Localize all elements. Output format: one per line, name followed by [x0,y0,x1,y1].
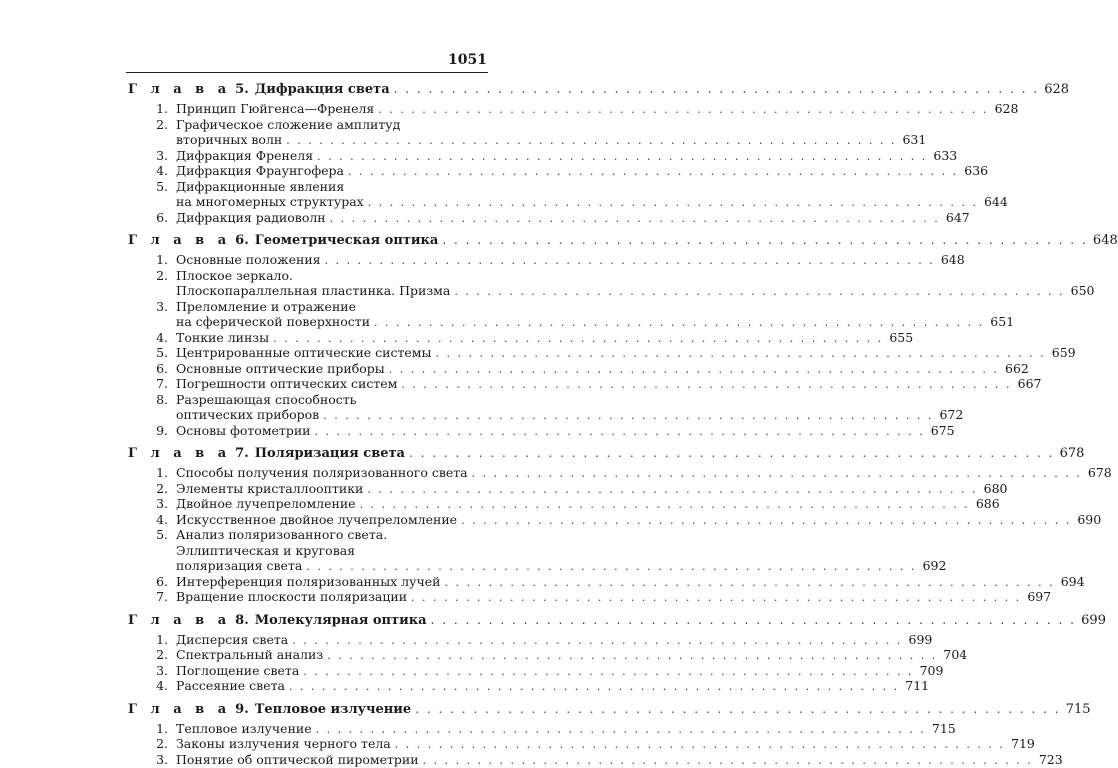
chapter-title: Геометрическая оптика [255,233,439,248]
section-page: 690 [1075,512,1101,528]
section-number: 6. [128,210,176,226]
chapter-heading [128,609,488,632]
section-entry [128,330,488,346]
section-number: 1. [128,101,176,117]
section-entry [128,512,488,528]
section-page: 678 [1086,465,1112,481]
section-line [176,496,1000,512]
section-entry [128,210,488,226]
section-number: 6. [128,361,176,377]
section-number: 2. [128,736,176,752]
section-title: Вращение плоскости поляризации [176,589,407,605]
section-line [176,543,946,559]
section-title: Плоскопараллельная пластинка. Призма [176,283,450,299]
dot-leader [411,590,1021,606]
section-entry [128,117,488,148]
section-title: Эллиптическая и круговая [176,543,355,559]
section-body [176,481,1008,497]
chapter-head [128,78,390,101]
section-title: Дисперсия света [176,632,288,648]
section-title: Тепловое излучение [176,721,312,737]
section-entry [128,736,488,752]
chapter-heading [128,698,488,721]
section-entry [128,148,488,164]
section-line [176,345,1076,361]
section-line [176,574,1085,590]
dot-leader [360,497,970,513]
chapter-label: Г л а в а [128,233,231,248]
section-title: оптических приборов [176,407,319,423]
section-page: 672 [937,407,963,423]
section-title: Дифракционные явления [176,179,344,195]
section-title: Принцип Гюйгенса—Френеля [176,101,374,117]
section-number: 5. [128,345,176,361]
section-page: 655 [887,330,913,346]
dot-leader [389,362,999,378]
section-body [176,392,963,423]
section-page: 675 [929,423,955,439]
section-line [176,647,967,663]
section-line [176,283,1094,299]
section-page: 648 [939,252,965,268]
section-page: 659 [1050,345,1076,361]
section-body [176,721,956,737]
section-line [176,376,1042,392]
section-number: 4. [128,330,176,346]
section-page: 719 [1009,736,1035,752]
section-number: 4. [128,678,176,694]
dot-leader [273,331,883,347]
section-title: Дифракция Френеля [176,148,313,164]
section-entry [128,392,488,423]
section-number: 2. [128,268,176,299]
chapter-title: Молекулярная оптика [255,613,427,628]
section-page: 644 [982,194,1008,210]
section-page: 667 [1016,376,1042,392]
section-page: 694 [1059,574,1085,590]
dot-leader [306,559,916,575]
section-title: Погрешности оптических систем [176,376,397,392]
dot-leader [289,679,899,695]
section-title: Искусственное двойное лучепреломление [176,512,457,528]
chapter-title: Тепловое излучение [255,702,411,717]
section-title: Дифракция радиоволн [176,210,326,226]
section-title: Анализ поляризованного света. [176,527,387,543]
section-title: Основные положения [176,252,321,268]
chapter-number: 9. [231,702,249,717]
section-body [176,330,913,346]
section-line [176,179,1008,195]
section-number: 5. [128,527,176,574]
section-entry [128,721,488,737]
section-body [176,647,967,663]
section-entry [128,345,488,361]
dot-leader [317,149,927,165]
section-title: Двойное лучепреломление [176,496,356,512]
dot-leader [442,229,1087,252]
section-line [176,752,1063,768]
dot-leader [325,253,935,269]
section-line [176,132,926,148]
section-line [176,632,932,648]
section-body [176,574,1085,590]
section-body [176,268,1094,299]
section-body [176,101,1018,117]
section-title: Интерференция поляризованных лучей [176,574,440,590]
section-title: Дифракция Фраунгофера [176,163,344,179]
section-body [176,179,1008,210]
chapter-page: 628 [1043,78,1069,101]
dot-leader [374,315,984,331]
chapter-page: 699 [1080,609,1106,632]
section-entry [128,481,488,497]
dot-leader [472,466,1082,482]
chapter-heading [128,78,488,101]
section-number: 2. [128,481,176,497]
section-entry [128,678,488,694]
section-line [176,299,1014,315]
section-entry [128,252,488,268]
chapter-head [128,229,438,252]
dot-leader [315,424,925,440]
section-title: Основы фотометрии [176,423,311,439]
chapter-head [128,442,405,465]
section-title: Центрированные оптические системы [176,345,431,361]
section-body [176,345,1076,361]
section-entry [128,752,488,768]
section-page: 709 [917,663,943,679]
section-title: Способы получения поляризованного света [176,465,468,481]
section-number: 3. [128,496,176,512]
section-body [176,632,932,648]
section-body [176,663,943,679]
section-body [176,589,1051,605]
section-page: 650 [1068,283,1094,299]
section-page: 686 [974,496,1000,512]
section-entry [128,101,488,117]
section-number: 3. [128,752,176,768]
section-title: поляризация света [176,558,302,574]
section-body [176,252,965,268]
section-title: Основные оптические приборы [176,361,385,377]
section-body [176,512,1101,528]
chapter-head [128,698,411,721]
section-page: 699 [906,632,932,648]
section-body [176,299,1014,330]
section-line [176,210,970,226]
section-entry [128,647,488,663]
chapter-page: 648 [1092,229,1118,252]
chapter-number: 5. [231,82,249,97]
section-line [176,163,988,179]
section-title: Преломление и отражение [176,299,356,315]
dot-leader [394,78,1039,101]
section-entry [128,527,488,574]
section-line [176,314,1014,330]
section-entry [128,496,488,512]
section-title: Понятие об оптической пирометрии [176,752,419,768]
dot-leader [348,164,958,180]
section-title: Законы излучения черного тела [176,736,391,752]
section-body [176,527,946,574]
section-entry [128,465,488,481]
section-entry [128,574,488,590]
section-page: 692 [920,558,946,574]
section-number: 8. [128,392,176,423]
section-title: Графическое сложение амплитуд [176,117,400,133]
section-title: Рассеяние света [176,678,285,694]
dot-leader [415,698,1060,721]
dot-leader [323,408,933,424]
section-line [176,558,946,574]
table-of-contents [128,78,488,767]
section-title: Элементы кристаллооптики [176,481,363,497]
section-number: 2. [128,647,176,663]
page-number: 1051 [431,52,487,68]
section-entry [128,423,488,439]
section-page: 633 [931,148,957,164]
section-page: 704 [941,647,967,663]
section-page: 647 [944,210,970,226]
section-entry [128,632,488,648]
chapter-page: 715 [1065,698,1091,721]
chapter-number: 7. [231,446,249,461]
section-entry [128,163,488,179]
section-number: 3. [128,663,176,679]
section-page: 723 [1037,752,1063,768]
section-title: вторичных волн [176,132,282,148]
section-line [176,663,943,679]
section-page: 636 [962,163,988,179]
section-entry [128,376,488,392]
section-body [176,752,1063,768]
section-line [176,465,1112,481]
section-number: 7. [128,376,176,392]
section-number: 3. [128,299,176,330]
section-entry [128,179,488,210]
section-title: Поглощение света [176,663,299,679]
chapter-heading [128,442,488,465]
section-number: 1. [128,632,176,648]
section-title: Тонкие линзы [176,330,269,346]
section-entry [128,268,488,299]
section-line [176,678,929,694]
section-entry [128,299,488,330]
section-line [176,423,955,439]
section-number: 4. [128,512,176,528]
section-title: Спектральный анализ [176,647,323,663]
section-body [176,163,988,179]
section-line [176,512,1101,528]
section-title: Плоское зеркало. [176,268,293,284]
section-title: Разрешающая способность [176,392,356,408]
section-body [176,423,955,439]
section-title: на многомерных структурах [176,194,364,210]
section-body [176,117,926,148]
chapter-head [128,609,427,632]
section-line [176,268,1094,284]
section-page: 631 [900,132,926,148]
section-line [176,361,1029,377]
section-number: 1. [128,721,176,737]
section-line [176,194,1008,210]
chapter-title: Поляризация света [255,446,405,461]
section-entry [128,361,488,377]
header-rule [126,72,488,73]
section-line [176,736,1035,752]
section-body [176,736,1035,752]
dot-leader [330,211,940,227]
dot-leader [454,284,1064,300]
section-number: 3. [128,148,176,164]
section-body [176,210,970,226]
section-page: 651 [988,314,1014,330]
dot-leader [395,737,1005,753]
section-number: 7. [128,589,176,605]
section-number: 5. [128,179,176,210]
section-line [176,407,963,423]
chapter-heading [128,229,488,252]
chapter-title: Дифракция света [255,82,390,97]
dot-leader [292,633,902,649]
section-entry [128,589,488,605]
section-number: 6. [128,574,176,590]
section-body [176,376,1042,392]
dot-leader [444,575,1054,591]
chapter-page: 678 [1058,442,1084,465]
chapter-label: Г л а в а [128,613,231,628]
section-line [176,117,926,133]
section-body [176,678,929,694]
dot-leader [367,482,977,498]
dot-leader [378,102,988,118]
chapter-label: Г л а в а [128,446,231,461]
section-title: на сферической поверхности [176,314,370,330]
section-body [176,465,1112,481]
dot-leader [435,346,1045,362]
section-line [176,589,1051,605]
section-line [176,252,965,268]
section-page: 697 [1025,589,1051,605]
dot-leader [461,513,1071,529]
dot-leader [423,753,1033,768]
section-page: 662 [1003,361,1029,377]
section-body [176,496,1000,512]
dot-leader [327,648,937,664]
section-number: 1. [128,252,176,268]
dot-leader [401,377,1011,393]
section-page: 680 [982,481,1008,497]
section-line [176,148,957,164]
section-page: 628 [992,101,1018,117]
section-line [176,481,1008,497]
dot-leader [303,664,913,680]
section-body [176,148,957,164]
section-line [176,330,913,346]
section-line [176,527,946,543]
dot-leader [368,195,978,211]
dot-leader [409,442,1054,465]
section-line [176,101,1018,117]
section-line [176,721,956,737]
section-number: 1. [128,465,176,481]
section-number: 4. [128,163,176,179]
dot-leader [431,609,1076,632]
dot-leader [286,133,896,149]
section-line [176,392,963,408]
dot-leader [316,722,926,738]
section-number: 2. [128,117,176,148]
chapter-label: Г л а в а [128,702,231,717]
section-page: 715 [930,721,956,737]
section-body [176,361,1029,377]
section-page: 711 [903,678,929,694]
section-entry [128,663,488,679]
chapter-number: 8. [231,613,249,628]
section-number: 9. [128,423,176,439]
chapter-number: 6. [231,233,249,248]
chapter-label: Г л а в а [128,82,231,97]
